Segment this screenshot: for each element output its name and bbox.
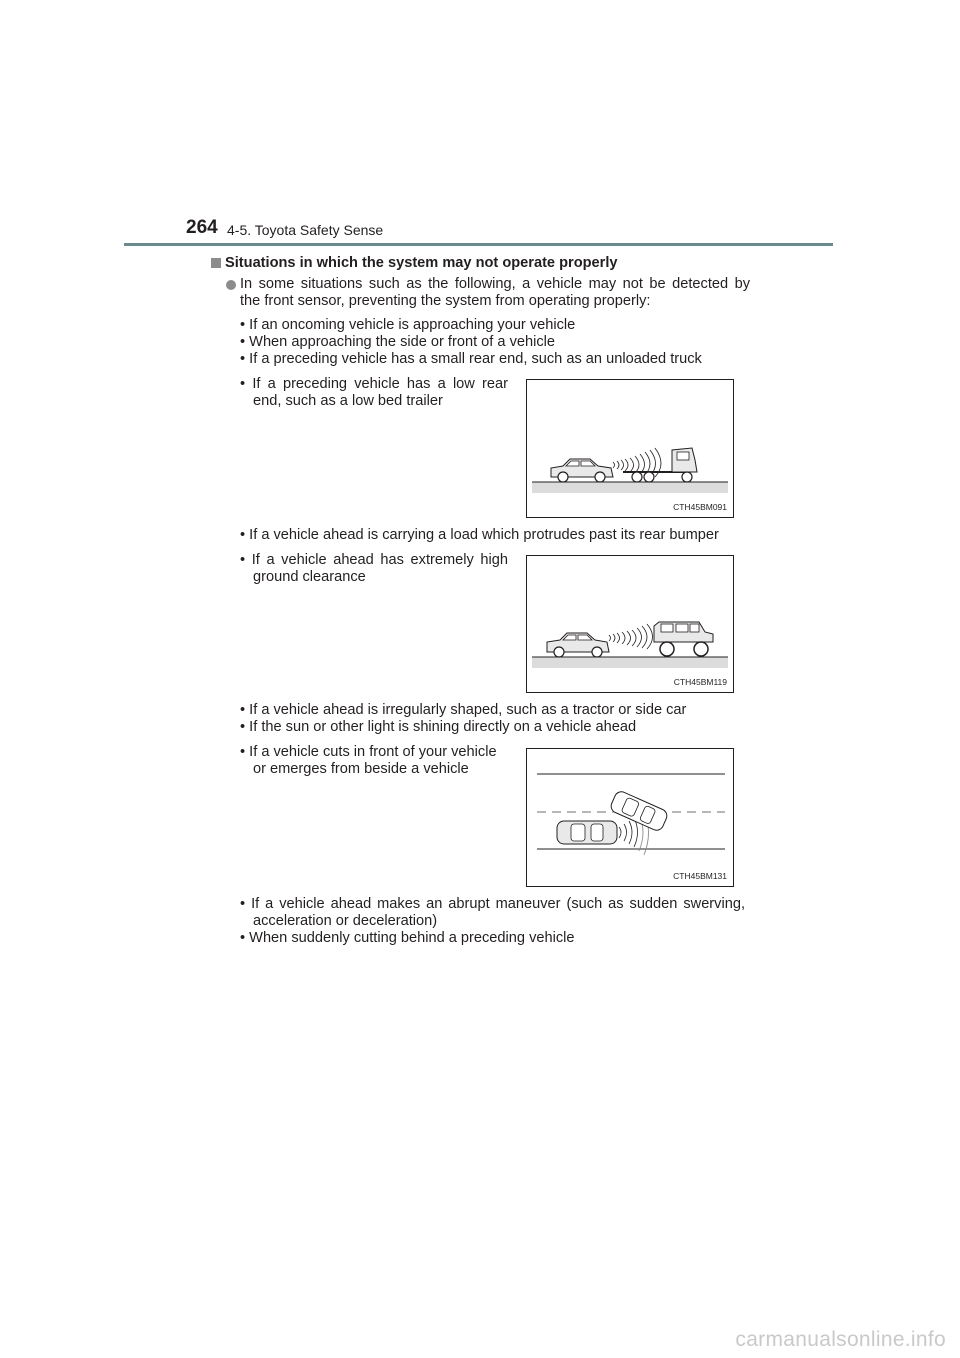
bullet-abrupt-maneuver-line-2: acceleration or deceleration): [253, 913, 438, 929]
figure-cut-in: [526, 748, 734, 887]
square-bullet-icon: [211, 258, 221, 268]
header-rule: [124, 243, 833, 246]
bullet-abrupt-maneuver-line-1: • If a vehicle ahead makes an abrupt maneuver (such as sudden swerving,: [240, 896, 745, 912]
watermark: carmanualsonline.info: [735, 1328, 946, 1351]
section-heading: Situations in which the system may not operate properly: [225, 255, 618, 271]
figure-code: CTH45BM119: [673, 677, 727, 687]
bullet-small-rear-end: • If a preceding vehicle has a small rear end, such as an unloaded truck: [240, 351, 702, 367]
bullet-approaching-side: • When approaching the side or front of a vehicle: [240, 334, 556, 350]
high-clearance-suv-icon: [527, 556, 733, 692]
bullet-sun-light: • If the sun or other light is shining directly on a vehicle ahead: [240, 719, 637, 735]
section-title: 4-5. Toyota Safety Sense: [227, 222, 384, 238]
bullet-low-rear-line-2: end, such as a low bed trailer: [253, 393, 443, 409]
bullet-cutting-behind: • When suddenly cutting behind a preceding vehicle: [240, 930, 575, 946]
bullet-cut-in-line-1: • If a vehicle cuts in front of your vehicle: [240, 744, 497, 760]
figure-code: CTH45BM131: [673, 871, 727, 881]
intro-line-1: In some situations such as the following, a vehicle may not be detected by: [240, 276, 750, 292]
intro-line-2: the front sensor, preventing the system from operating properly:: [240, 293, 651, 309]
bullet-cut-in-line-2: or emerges from beside a vehicle: [253, 761, 469, 777]
bullet-protruding-load: • If a vehicle ahead is carrying a load which protrudes past its rear bumper: [240, 527, 719, 543]
figure-high-clearance: [526, 555, 734, 693]
low-bed-trailer-icon: [527, 380, 733, 517]
page-number: 264: [186, 217, 218, 238]
cut-in-vehicle-icon: [527, 749, 733, 886]
circle-bullet-icon: [226, 280, 236, 290]
bullet-high-clearance-line-1: • If a vehicle ahead has extremely high: [240, 552, 508, 568]
bullet-oncoming-vehicle: • If an oncoming vehicle is approaching your vehicle: [240, 317, 576, 333]
figure-low-bed-trailer: [526, 379, 734, 518]
figure-code: CTH45BM091: [673, 502, 727, 512]
bullet-irregular-shape: • If a vehicle ahead is irregularly shaped, such as a tractor or side car: [240, 702, 687, 718]
bullet-high-clearance-line-2: ground clearance: [253, 569, 366, 585]
bullet-low-rear-line-1: • If a preceding vehicle has a low rear: [240, 376, 508, 392]
